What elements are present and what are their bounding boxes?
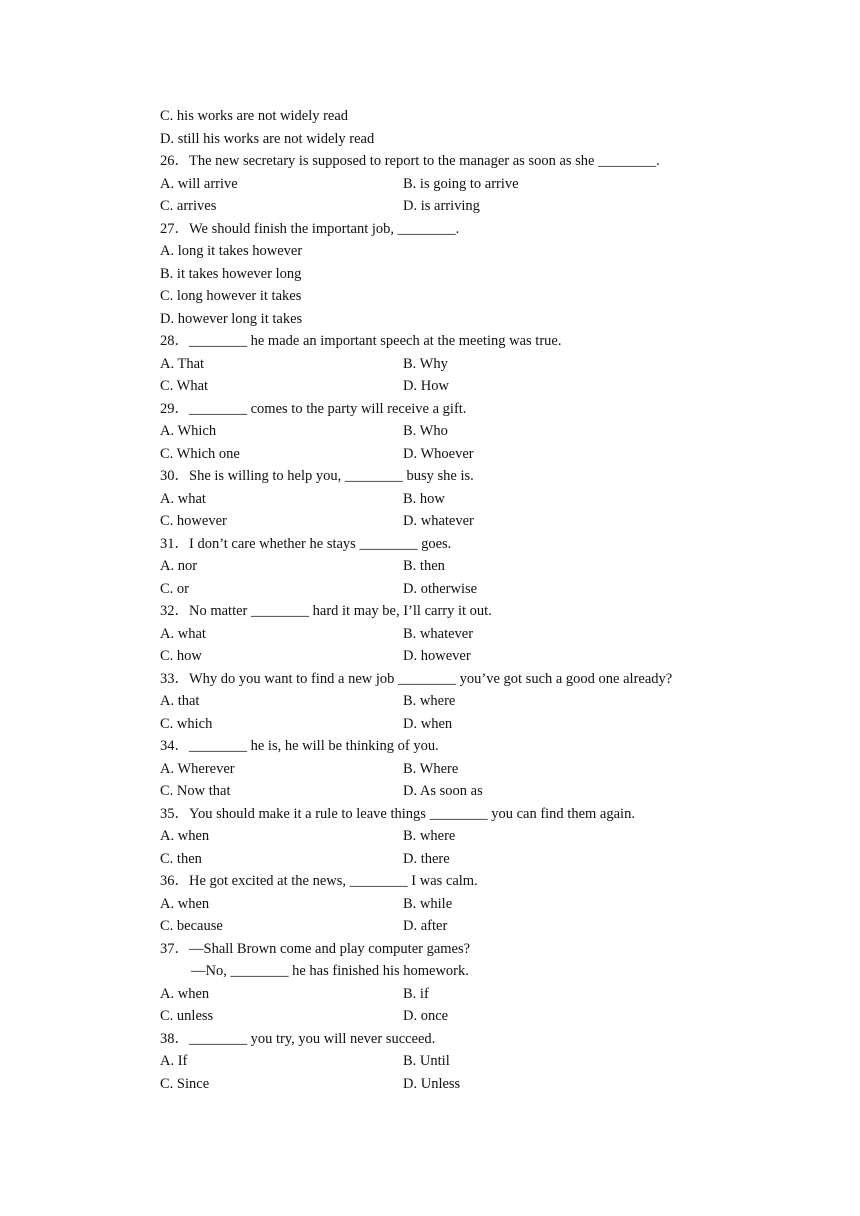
question-29-options-row-1: [160, 420, 760, 443]
question-32-options-row-1: [160, 623, 760, 646]
option-d: D. after: [403, 918, 448, 934]
option-d: D. however long it takes: [160, 310, 303, 327]
option-d: D. Unless: [403, 1075, 461, 1092]
option-d: D. is arriving: [403, 198, 480, 214]
question-34-options-row-1: [160, 758, 760, 781]
option-d: D. whatever: [403, 513, 474, 529]
option-b: B. Where: [403, 760, 459, 777]
option-a: A. that: [160, 693, 200, 709]
option-d: D. however: [403, 648, 471, 664]
option-line: D. still his works are not widely read: [160, 130, 375, 147]
question-34-stem: 34．________ he is, he will be thinking of you.: [160, 738, 439, 754]
question-33-options-row-1: [160, 690, 760, 713]
option-b: B. Why: [403, 355, 448, 372]
question-37-options-row-1: [160, 983, 760, 1006]
option-a: A. what: [160, 625, 206, 642]
option-d: D. How: [403, 378, 449, 394]
option-c: C. Now that: [160, 783, 231, 799]
option-a: A. If: [160, 1053, 188, 1069]
question-36-options-row-1: [160, 893, 760, 916]
question-32-stem: 32．No matter ________ hard it may be, I’ll carry it out.: [160, 603, 492, 619]
option-a: A. will arrive: [160, 175, 238, 192]
question-26-options-row-1: [160, 173, 760, 196]
option-a: A. what: [160, 490, 206, 507]
question-28-options-row-1: [160, 353, 760, 376]
question-26-stem: 26．The new secretary is supposed to report to the manager as soon as she ________.: [160, 153, 660, 169]
option-b: B. whatever: [403, 625, 474, 642]
option-c: C. arrives: [160, 198, 217, 214]
option-line: C. his works are not widely read: [160, 108, 349, 124]
question-30-options-row-1: [160, 488, 760, 511]
option-c: C. Since: [160, 1075, 210, 1092]
option-d: D. otherwise: [403, 580, 478, 597]
question-34-options-row-2: [160, 780, 760, 803]
option-a: A. That: [160, 355, 205, 372]
option-c: C. how: [160, 648, 202, 664]
option-b: B. how: [403, 490, 445, 507]
question-38-stem: 38．________ you try, you will never succeed.: [160, 1030, 436, 1047]
option-a: A. when: [160, 828, 210, 844]
option-b: B. is going to arrive: [403, 175, 519, 192]
option-d: D. there: [403, 850, 450, 867]
question-26-options-row-2: [160, 195, 760, 218]
question-29-options-row-2: [160, 443, 760, 466]
question-36-options-row-2: [160, 915, 760, 938]
option-d: D. when: [403, 715, 453, 732]
option-d: D. Whoever: [403, 445, 474, 462]
option-b: B. while: [403, 895, 453, 912]
option-a: A. when: [160, 985, 210, 1002]
question-36-stem: 36．He got excited at the news, ________ I was calm.: [160, 873, 478, 889]
question-33-options-row-2: [160, 713, 760, 736]
option-a: A. when: [160, 895, 210, 912]
option-c: C. however: [160, 513, 227, 529]
option-b: B. where: [403, 828, 456, 844]
question-37-stem-reply: —No, ________ he has finished his homework.: [191, 963, 469, 979]
option-a: A. Wherever: [160, 760, 235, 777]
option-c: C. unless: [160, 1008, 214, 1024]
question-31-options-row-2: [160, 578, 760, 601]
question-29-stem: 29．________ comes to the party will receive a gift.: [160, 400, 467, 417]
question-33-stem: 33．Why do you want to find a new job ________ you’ve got such a good one already?: [160, 670, 673, 687]
question-35-options-row-2: [160, 848, 760, 871]
question-35-stem: 35．You should make it a rule to leave things ________ you can find them again.: [160, 805, 635, 822]
option-a: A. long it takes however: [160, 243, 303, 259]
option-d: D. As soon as: [403, 783, 483, 799]
question-31-stem: 31．I don’t care whether he stays ________ goes.: [160, 535, 452, 552]
option-b: B. Who: [403, 423, 448, 439]
question-31-options-row-1: [160, 555, 760, 578]
option-a: A. Which: [160, 423, 217, 439]
option-b: B. if: [403, 985, 429, 1002]
question-38-options-row-2: [160, 1073, 760, 1096]
question-38-options-row-1: [160, 1050, 760, 1073]
option-c: C. Which one: [160, 445, 240, 462]
option-b: B. then: [403, 558, 445, 574]
option-b: B. where: [403, 693, 456, 709]
question-28-stem: 28．________ he made an important speech at the meeting was true.: [160, 333, 562, 349]
question-28-options-row-2: [160, 375, 760, 398]
option-b: B. it takes however long: [160, 265, 302, 282]
option-c: C. or: [160, 580, 189, 597]
document-page: [160, 105, 760, 1095]
question-30-stem: 30．She is willing to help you, ________ busy she is.: [160, 468, 474, 484]
option-c: C. then: [160, 850, 202, 867]
option-a: A. nor: [160, 558, 198, 574]
option-b: B. Until: [403, 1053, 450, 1069]
option-d: D. once: [403, 1008, 449, 1024]
option-c: C. which: [160, 715, 213, 732]
question-32-options-row-2: [160, 645, 760, 668]
question-30-options-row-2: [160, 510, 760, 533]
option-c: C. What: [160, 378, 209, 394]
question-27-stem: 27．We should finish the important job, ________.: [160, 220, 460, 237]
question-35-options-row-1: [160, 825, 760, 848]
option-c: C. because: [160, 918, 223, 934]
question-37-stem: 37．—Shall Brown come and play computer games?: [160, 940, 471, 957]
question-37-options-row-2: [160, 1005, 760, 1028]
option-c: C. long however it takes: [160, 288, 302, 304]
